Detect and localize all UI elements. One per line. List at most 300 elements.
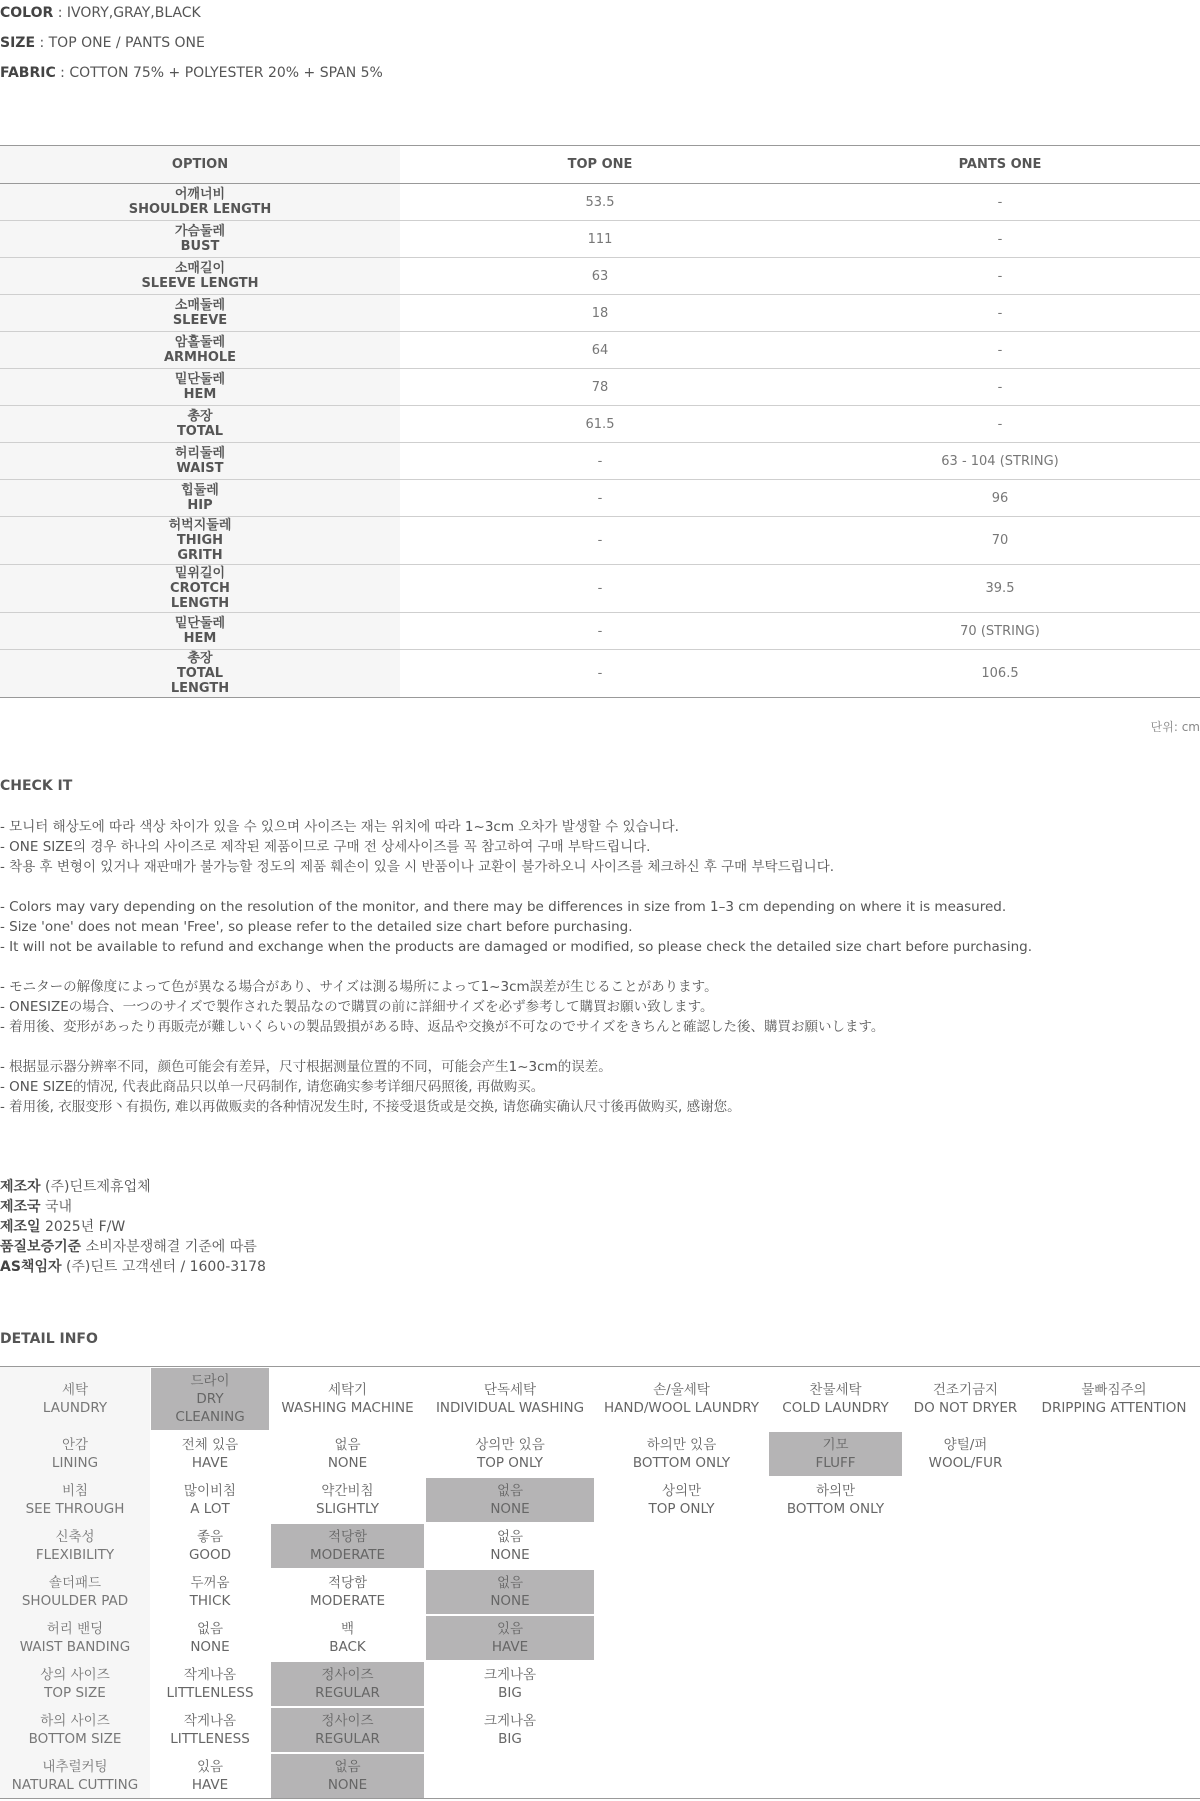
detail-label-en: WAIST BANDING	[19, 1639, 131, 1655]
detail-option	[903, 1753, 1028, 1799]
detail-option	[425, 1431, 595, 1477]
detail-label-en: NONE	[490, 1501, 530, 1517]
detail-label-ko: 하의만 있음	[646, 1437, 717, 1453]
detail-label-en: BOTTOM ONLY	[632, 1455, 731, 1471]
note-line: - 着用後、変形があったり再販売が難しいくらいの製品毀損がある時、返品や交換が不可なのでサイズをきちんと確認した後、購買お願いします。	[0, 1019, 885, 1035]
detail-option	[595, 1431, 768, 1477]
top-one-value: -	[400, 443, 800, 480]
detail-label-ko: 정사이즈	[321, 1713, 374, 1729]
check-it-notes	[0, 817, 1200, 1137]
size-chart-table	[0, 145, 1200, 698]
detail-option	[595, 1661, 768, 1707]
manufacturer-value: (주)딘트제휴업체	[40, 1179, 151, 1195]
top-one-value: 78	[400, 369, 800, 406]
detail-label-en: SEE THROUGH	[25, 1501, 125, 1517]
option-cell	[0, 565, 400, 613]
warranty-line	[0, 1237, 266, 1257]
detail-label-ko: 세탁기	[327, 1382, 368, 1398]
top-one-value: 63	[400, 258, 800, 295]
detail-option	[768, 1753, 903, 1799]
table-row	[0, 443, 1200, 480]
option-label-en: GRITH	[177, 548, 223, 563]
detail-label-ko: 세탁	[61, 1382, 89, 1398]
pants-one-value: -	[800, 406, 1200, 443]
detail-label-en: MODERATE	[310, 1547, 385, 1563]
option-cell	[0, 613, 400, 650]
detail-row	[0, 1661, 1200, 1707]
option-cell	[0, 650, 400, 698]
table-row	[0, 221, 1200, 258]
detail-option	[595, 1569, 768, 1615]
option-label-ko: 암홀둘레	[174, 335, 226, 350]
option-label-ko: 허벅지둘레	[168, 518, 232, 533]
detail-label-en: BIG	[498, 1685, 522, 1701]
check-it-title: CHECK IT	[0, 778, 73, 794]
detail-option	[768, 1569, 903, 1615]
warranty-value: 소비자분쟁해결 기준에 따름	[81, 1239, 257, 1255]
check-notes-english	[0, 897, 1200, 957]
fabric-value: : COTTON 75% + POLYESTER 20% + SPAN 5%	[55, 65, 383, 81]
detail-category	[0, 1477, 150, 1523]
detail-option-selected	[425, 1477, 595, 1523]
detail-option	[270, 1431, 425, 1477]
option-label-ko: 밑위길이	[174, 566, 226, 581]
option-label-ko: 밑단둘레	[174, 616, 226, 631]
note-line: - ONESIZEの場合、一つのサイズで製作された製品なので購買の前に詳細サイズを必ず参考して購買お願い致します。	[0, 999, 714, 1015]
detail-option	[270, 1367, 425, 1431]
option-cell	[0, 517, 400, 565]
detail-option	[595, 1477, 768, 1523]
detail-label-ko: 적당함	[327, 1575, 368, 1591]
detail-label-ko: 백	[340, 1621, 355, 1637]
detail-label-ko: 없음	[334, 1759, 361, 1775]
header-option: OPTION	[0, 146, 400, 184]
option-label-en: BUST	[180, 239, 220, 254]
detail-label: 드라이	[190, 1373, 230, 1389]
detail-label-en: BIG	[498, 1731, 522, 1747]
option-label-ko: 가슴둘레	[174, 224, 226, 239]
date-value: 2025년 F/W	[40, 1219, 126, 1235]
detail-label-en: BOTTOM ONLY	[786, 1501, 885, 1517]
size-info	[0, 33, 383, 63]
detail-option	[150, 1615, 270, 1661]
detail-label-ko: 없음	[496, 1529, 524, 1545]
detail-option	[150, 1523, 270, 1569]
detail-info-table	[0, 1367, 1200, 1799]
date-label: 제조일	[0, 1219, 41, 1235]
detail-label-en: LINING	[51, 1455, 99, 1471]
note-line: - ONE SIZE의 경우 하나의 사이즈로 제작된 제품이므로 구매 전 상세사이즈를 꼭 참고하여 구매 부탁드립니다.	[0, 839, 651, 855]
detail-label-en: GOOD	[188, 1547, 232, 1563]
pants-one-value: -	[800, 332, 1200, 369]
detail-label-en: NONE	[490, 1547, 530, 1563]
pants-one-value: 106.5	[800, 650, 1200, 698]
detail-row	[0, 1753, 1200, 1799]
detail-label-ko: 좋음	[196, 1529, 224, 1545]
check-notes-japanese	[0, 977, 1200, 1037]
detail-label-ko: 기모	[822, 1437, 849, 1453]
detail-option	[595, 1753, 768, 1799]
pants-one-value: 39.5	[800, 565, 1200, 613]
detail-label-ko: 찬물세탁	[809, 1382, 862, 1398]
option-label-en: ARMHOLE	[163, 350, 237, 365]
detail-option	[903, 1367, 1028, 1431]
option-label-ko: 힙둘레	[181, 483, 219, 498]
option-label-en: HIP	[187, 498, 213, 513]
origin-value: 국내	[40, 1199, 73, 1215]
detail-label-en: REGULAR	[315, 1685, 380, 1701]
detail-option-selected	[270, 1753, 425, 1799]
detail-option	[595, 1707, 768, 1753]
note-line: - Size 'one' does not mean 'Free', so please refer to the detailed size chart before purchasing.	[0, 919, 633, 935]
option-cell	[0, 184, 400, 221]
detail-option	[425, 1753, 595, 1799]
detail-option	[768, 1707, 903, 1753]
detail-row	[0, 1367, 1200, 1431]
as-label: AS책임자	[0, 1259, 62, 1275]
detail-option	[270, 1569, 425, 1615]
check-notes-chinese	[0, 1057, 1200, 1117]
option-label-en: HEM	[183, 387, 217, 402]
detail-label-en: NONE	[327, 1455, 368, 1471]
detail-option	[425, 1661, 595, 1707]
detail-label-ko: 상의 사이즈	[40, 1667, 110, 1683]
detail-label-en: TOP ONLY	[648, 1501, 715, 1517]
detail-label-ko: 작게나옴	[183, 1713, 237, 1729]
size-chart-header	[0, 146, 1200, 184]
top-one-value: 64	[400, 332, 800, 369]
detail-label-ko: 정사이즈	[321, 1667, 374, 1683]
detail-option-selected	[270, 1707, 425, 1753]
detail-option	[425, 1707, 595, 1753]
detail-option	[595, 1523, 768, 1569]
detail-option	[903, 1707, 1028, 1753]
check-notes-korean	[0, 817, 1200, 877]
detail-option	[768, 1661, 903, 1707]
detail-label-ko: 크게나옴	[483, 1713, 537, 1729]
detail-label-en: NONE	[327, 1777, 368, 1793]
detail-option	[768, 1477, 903, 1523]
top-one-value: 18	[400, 295, 800, 332]
option-label-en: HEM	[183, 631, 217, 646]
option-label-ko: 어깨너비	[174, 187, 226, 202]
table-row	[0, 406, 1200, 443]
option-label-ko: 소매길이	[174, 261, 226, 276]
detail-label-ko: 단독세탁	[483, 1382, 537, 1398]
pants-one-value: 70 (STRING)	[800, 613, 1200, 650]
detail-label-ko: 손/울세탁	[653, 1382, 710, 1398]
detail-row	[0, 1707, 1200, 1753]
note-line: - 모니터 해상도에 따라 색상 차이가 있을 수 있으며 사이즈는 재는 위치에 따라 1~3cm 오차가 발생할 수 있습니다.	[0, 819, 679, 835]
note-line: - Colors may vary depending on the resolution of the monitor, and there may be differences in size from 1–3 cm depending on where it is measured.	[0, 899, 1007, 915]
table-row	[0, 565, 1200, 613]
table-row	[0, 650, 1200, 698]
detail-label-en: TOP SIZE	[44, 1685, 106, 1701]
divider	[0, 1798, 1200, 1799]
detail-label-ko: 신축성	[55, 1529, 95, 1545]
detail-label-ko: 비침	[61, 1483, 89, 1499]
detail-label-en: HAVE	[191, 1777, 229, 1793]
detail-label-en: REGULAR	[315, 1731, 380, 1747]
detail-label-en: NONE	[190, 1639, 230, 1655]
detail-label-ko: 양털/퍼	[943, 1437, 988, 1453]
detail-option	[903, 1477, 1028, 1523]
option-cell	[0, 480, 400, 517]
detail-label-en: SLIGHTLY	[316, 1501, 379, 1517]
pants-one-value: 63 - 104 (STRING)	[800, 443, 1200, 480]
origin-label: 제조국	[0, 1199, 41, 1215]
detail-option	[150, 1431, 270, 1477]
as-line	[0, 1257, 266, 1277]
option-cell	[0, 221, 400, 258]
size-value: : TOP ONE / PANTS ONE	[35, 35, 205, 51]
manufacturer-label: 제조자	[0, 1179, 41, 1195]
unit-label: 단위: cm	[1150, 720, 1200, 734]
detail-label-ko: 상의만 있음	[475, 1437, 545, 1453]
top-one-value: 111	[400, 221, 800, 258]
option-cell	[0, 443, 400, 480]
note-line: - モニターの解像度によって色が異なる場合があり、サイズは測る場所によって1~3cm誤差が生じることがあります。	[0, 979, 718, 995]
table-row	[0, 517, 1200, 565]
detail-label-ko: 안감	[61, 1437, 89, 1453]
detail-option	[1028, 1523, 1200, 1569]
detail-option	[1028, 1615, 1200, 1661]
table-row	[0, 295, 1200, 332]
top-one-value: -	[400, 565, 800, 613]
detail-row	[0, 1615, 1200, 1661]
detail-label-ko: 있음	[196, 1759, 224, 1775]
manufacturer-info	[0, 1177, 266, 1277]
option-label-en: THIGH	[176, 533, 224, 548]
table-row	[0, 184, 1200, 221]
detail-label-en: DO NOT DRYER	[913, 1400, 1018, 1416]
size-label: SIZE	[0, 35, 36, 51]
detail-label: CLEANING	[175, 1409, 245, 1425]
detail-option	[150, 1569, 270, 1615]
detail-label-en: THICK	[189, 1593, 231, 1609]
detail-option	[595, 1615, 768, 1661]
detail-label-ko: 하의만	[815, 1483, 856, 1499]
detail-label-en: NONE	[490, 1593, 530, 1609]
detail-option	[150, 1477, 270, 1523]
detail-label-en: FLEXIBILITY	[35, 1547, 115, 1563]
detail-label-en: WASHING MACHINE	[281, 1400, 414, 1416]
pants-one-value: -	[800, 221, 1200, 258]
detail-label-ko: 작게나옴	[183, 1667, 237, 1683]
option-label-en: SLEEVE	[172, 313, 228, 328]
detail-option	[1028, 1753, 1200, 1799]
detail-option	[903, 1431, 1028, 1477]
detail-option	[1028, 1431, 1200, 1477]
detail-label-en: TOP ONLY	[476, 1455, 543, 1471]
detail-category	[0, 1367, 150, 1431]
detail-category	[0, 1615, 150, 1661]
option-label-ko: 밑단둘레	[174, 372, 226, 387]
detail-option	[425, 1523, 595, 1569]
color-label: COLOR	[0, 5, 54, 21]
table-row	[0, 369, 1200, 406]
pants-one-value: -	[800, 258, 1200, 295]
detail-category	[0, 1661, 150, 1707]
detail-option	[768, 1523, 903, 1569]
detail-category	[0, 1753, 150, 1799]
table-row	[0, 613, 1200, 650]
fabric-label: FABRIC	[0, 65, 56, 81]
detail-label: DRY	[196, 1391, 224, 1407]
detail-option	[425, 1367, 595, 1431]
detail-label-ko: 두꺼움	[190, 1575, 230, 1591]
option-label-ko: 총장	[187, 409, 213, 424]
detail-label-ko: 숄더패드	[48, 1575, 102, 1591]
product-info	[0, 3, 383, 93]
detail-label-en: A LOT	[190, 1501, 230, 1517]
detail-label-ko: 없음	[334, 1437, 361, 1453]
option-label-en: LENGTH	[170, 596, 230, 611]
detail-option	[150, 1707, 270, 1753]
pants-one-value: -	[800, 295, 1200, 332]
top-one-value: 61.5	[400, 406, 800, 443]
detail-option	[1028, 1707, 1200, 1753]
detail-option	[903, 1523, 1028, 1569]
color-value: : IVORY,GRAY,BLACK	[53, 5, 201, 21]
option-label-ko: 소매둘레	[174, 298, 226, 313]
detail-option	[1028, 1367, 1200, 1431]
detail-option	[595, 1367, 768, 1431]
detail-option	[150, 1661, 270, 1707]
option-cell	[0, 406, 400, 443]
detail-label-ko: 물빠짐주의	[1081, 1382, 1147, 1398]
detail-option-selected	[425, 1615, 595, 1661]
top-one-value: -	[400, 650, 800, 698]
detail-option	[270, 1477, 425, 1523]
detail-option	[768, 1615, 903, 1661]
detail-label-ko: 크게나옴	[483, 1667, 537, 1683]
detail-label-ko: 약간비침	[321, 1483, 374, 1499]
detail-label-en: DRIPPING ATTENTION	[1041, 1400, 1187, 1416]
detail-option-selected	[768, 1431, 903, 1477]
detail-category	[0, 1569, 150, 1615]
header-top-one: TOP ONE	[400, 146, 800, 184]
warranty-label: 품질보증기준	[0, 1239, 82, 1255]
detail-label-en: BOTTOM SIZE	[28, 1731, 122, 1747]
detail-label-en: LITTLENESS	[170, 1731, 250, 1747]
date-line	[0, 1217, 266, 1237]
as-value: (주)딘트 고객센터 / 1600-3178	[61, 1259, 266, 1275]
detail-label-ko: 허리 밴딩	[46, 1621, 104, 1637]
option-label-en: TOTAL	[176, 666, 224, 681]
option-label-en: TOTAL	[176, 424, 224, 439]
detail-label-ko: 하의 사이즈	[40, 1713, 110, 1729]
origin-line	[0, 1197, 266, 1217]
detail-label-en: MODERATE	[310, 1593, 385, 1609]
top-one-value: -	[400, 613, 800, 650]
detail-option-selected	[425, 1569, 595, 1615]
detail-option	[903, 1569, 1028, 1615]
top-one-value: 53.5	[400, 184, 800, 221]
detail-label-ko: 전체 있음	[181, 1437, 239, 1453]
detail-option	[903, 1661, 1028, 1707]
detail-option	[903, 1615, 1028, 1661]
detail-label-en: BACK	[329, 1639, 366, 1655]
detail-option	[1028, 1661, 1200, 1707]
pants-one-value: 96	[800, 480, 1200, 517]
detail-option-selected	[150, 1367, 270, 1431]
option-cell	[0, 258, 400, 295]
detail-label-ko: 적당함	[327, 1529, 368, 1545]
detail-label-en: INDIVIDUAL WASHING	[435, 1400, 585, 1416]
note-line: - 根据显示器分辨率不同，颜色可能会有差异，尺寸根据测量位置的不同，可能会产生1~3cm的误差。	[0, 1059, 612, 1075]
pants-one-value: -	[800, 184, 1200, 221]
option-cell	[0, 332, 400, 369]
option-label-en: SLEEVE LENGTH	[141, 276, 259, 291]
detail-label-en: HAND/WOOL LAUNDRY	[603, 1400, 760, 1416]
option-label-en: LENGTH	[170, 681, 230, 696]
detail-option	[768, 1367, 903, 1431]
note-line: - 着用後, 衣服变形丶有损伤, 难以再做贩卖的各种情况发生时, 不接受退货或是交换, 请您确实确认尺寸後再做购买, 感谢您。	[0, 1099, 741, 1115]
note-line: - ONE SIZE的情况, 代表此商品只以单一尺码制作, 请您确实参考详细尺码照後, 再做购买。	[0, 1079, 545, 1095]
option-label-en: WAIST	[176, 461, 224, 476]
detail-label-ko: 많이비침	[183, 1483, 237, 1499]
table-row	[0, 480, 1200, 517]
option-label-en: CROTCH	[170, 581, 230, 596]
detail-label-en: NATURAL CUTTING	[11, 1777, 139, 1793]
top-one-value: -	[400, 517, 800, 565]
top-one-value: -	[400, 480, 800, 517]
detail-option	[1028, 1477, 1200, 1523]
detail-label-ko: 없음	[496, 1575, 524, 1591]
detail-category	[0, 1523, 150, 1569]
detail-label-en: WOOL/FUR	[928, 1455, 1003, 1471]
detail-label-ko: 상의만	[661, 1483, 702, 1499]
detail-label-en: HAVE	[191, 1455, 229, 1471]
header-pants-one: PANTS ONE	[800, 146, 1200, 184]
option-label-ko: 총장	[187, 651, 213, 666]
detail-label-ko: 있음	[496, 1621, 524, 1637]
detail-category	[0, 1431, 150, 1477]
manufacturer-line	[0, 1177, 266, 1197]
detail-label-ko: 없음	[196, 1621, 224, 1637]
detail-option	[1028, 1569, 1200, 1615]
note-line: - 착용 후 변형이 있거나 재판매가 불가능할 정도의 제품 훼손이 있을 시 반품이나 교환이 불가하오니 사이즈를 체크하신 후 구매 부탁드립니다.	[0, 859, 835, 875]
detail-category	[0, 1707, 150, 1753]
detail-row	[0, 1477, 1200, 1523]
detail-info-title: DETAIL INFO	[0, 1331, 98, 1347]
detail-label-en: FLUFF	[815, 1455, 856, 1471]
detail-row	[0, 1431, 1200, 1477]
note-line: - It will not be available to refund and exchange when the products are damaged or modified, so please check the detailed size chart before purchasing.	[0, 939, 1032, 955]
fabric-info	[0, 63, 383, 93]
detail-label-ko: 없음	[496, 1483, 524, 1499]
option-cell	[0, 369, 400, 406]
table-row	[0, 332, 1200, 369]
detail-option-selected	[270, 1523, 425, 1569]
detail-row	[0, 1569, 1200, 1615]
pants-one-value: 70	[800, 517, 1200, 565]
color-info	[0, 3, 383, 33]
pants-one-value: -	[800, 369, 1200, 406]
detail-label-ko: 내추럴커팅	[42, 1759, 108, 1775]
option-label-ko: 허리둘레	[174, 446, 226, 461]
detail-label-en: SHOULDER PAD	[21, 1593, 129, 1609]
option-label-en: SHOULDER LENGTH	[128, 202, 272, 217]
detail-label-en: LAUNDRY	[42, 1400, 108, 1416]
detail-label-en: HAVE	[491, 1639, 529, 1655]
detail-option	[150, 1753, 270, 1799]
detail-option	[270, 1615, 425, 1661]
detail-label-en: COLD LAUNDRY	[782, 1400, 889, 1416]
detail-label-ko: 건조기금지	[932, 1382, 999, 1398]
detail-label-en: LITTLENLESS	[166, 1685, 254, 1701]
